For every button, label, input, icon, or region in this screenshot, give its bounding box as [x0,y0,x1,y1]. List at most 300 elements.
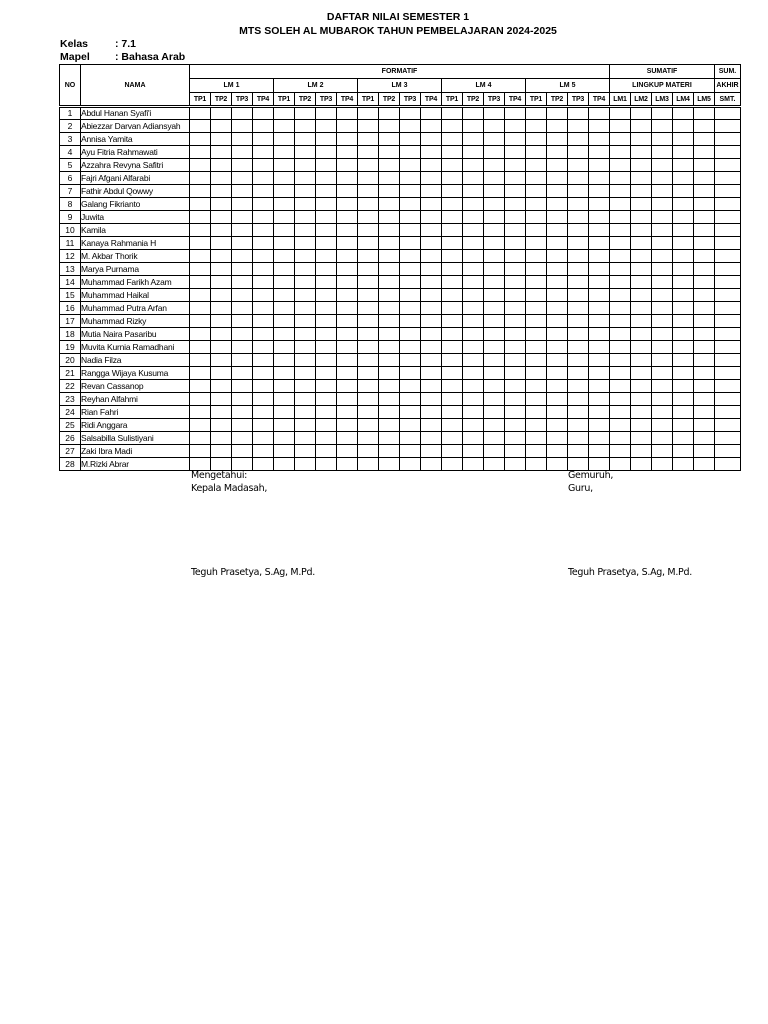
sig-left-line2: Kepala Madasah, [191,483,268,494]
grade-cell [400,406,421,419]
grade-cell [673,198,694,211]
grade-cell [211,406,232,419]
grade-cell [694,120,715,133]
grade-cell [673,185,694,198]
grade-cell [358,198,379,211]
grade-cell [589,341,610,354]
grade-cell [589,133,610,146]
grade-cell [526,341,547,354]
grade-cell [295,107,316,120]
grade-cell [715,432,741,445]
grade-cell [400,172,421,185]
grade-cell [295,380,316,393]
grade-cell [652,159,673,172]
grade-cell [673,380,694,393]
header-tp: TP2 [295,93,316,107]
grade-cell [316,107,337,120]
student-row [60,419,741,432]
grade-cell [631,198,652,211]
grade-cell [358,432,379,445]
grade-cell [442,263,463,276]
grade-cell [337,211,358,224]
student-row [60,289,741,302]
grade-cell [295,354,316,367]
grade-cell [547,380,568,393]
grade-cell [547,393,568,406]
grade-cell [400,328,421,341]
grade-cell [484,120,505,133]
grade-cell [211,250,232,263]
header-lm-sub: LM2 [631,93,652,107]
grade-cell [589,419,610,432]
grade-cell [589,328,610,341]
grade-cell [316,120,337,133]
student-no: 18 [60,328,81,341]
grade-cell [400,159,421,172]
grade-cell [232,172,253,185]
grade-cell [421,419,442,432]
grade-cell [631,445,652,458]
grade-cell [400,289,421,302]
grade-cell [316,419,337,432]
grade-cell [610,289,631,302]
student-row [60,185,741,198]
grade-cell [253,354,274,367]
grade-cell [568,172,589,185]
grade-cell [610,367,631,380]
grade-cell [232,289,253,302]
grade-cell [211,289,232,302]
header-nama: NAMA [81,65,190,107]
grade-cell [610,146,631,159]
grade-cell [190,289,211,302]
grade-cell [568,328,589,341]
grade-cell [652,237,673,250]
header-lm-group: LM 4 [442,79,526,93]
grade-cell [379,133,400,146]
student-name: Azzahra Revyna Safitri [81,159,190,172]
grade-cell [211,432,232,445]
grade-cell [631,315,652,328]
student-name: Fathir Abdul Qowwy [81,185,190,198]
grade-cell [547,224,568,237]
grade-cell [568,146,589,159]
grade-cell [190,133,211,146]
grade-cell [232,367,253,380]
grade-cell [463,211,484,224]
student-row [60,354,741,367]
grade-cell [589,185,610,198]
grade-cell [652,419,673,432]
grade-cell [232,120,253,133]
grade-cell [589,354,610,367]
grade-cell [316,159,337,172]
grade-cell [358,393,379,406]
grade-cell [589,458,610,471]
grade-cell [526,146,547,159]
grade-cell [295,458,316,471]
grade-cell [211,198,232,211]
grade-cell [547,419,568,432]
grade-cell [358,159,379,172]
grade-cell [379,211,400,224]
grade-cell [505,211,526,224]
student-no: 10 [60,224,81,237]
grade-cell [379,341,400,354]
grade-cell [631,380,652,393]
grade-cell [442,133,463,146]
grade-cell [673,146,694,159]
grade-cell [400,341,421,354]
grade-cell [337,263,358,276]
grade-cell [337,419,358,432]
grade-cell [421,458,442,471]
grade-cell [484,289,505,302]
grade-cell [484,432,505,445]
grade-cell [295,289,316,302]
grade-cell [463,276,484,289]
student-no: 22 [60,380,81,393]
grade-cell [253,380,274,393]
grade-cell [274,198,295,211]
grade-cell [337,276,358,289]
grade-cell [211,172,232,185]
grade-cell [694,185,715,198]
grade-cell [442,302,463,315]
grade-cell [547,458,568,471]
grade-cell [526,302,547,315]
grade-cell [631,367,652,380]
grade-cell [190,107,211,120]
grade-cell [358,445,379,458]
grade-cell [232,159,253,172]
grade-cell [442,458,463,471]
grade-cell [274,289,295,302]
grade-cell [190,302,211,315]
grade-cell [337,432,358,445]
grade-cell [316,198,337,211]
grade-cell [694,263,715,276]
grade-cell [631,354,652,367]
grade-cell [547,289,568,302]
grade-cell [253,419,274,432]
grade-cell [715,185,741,198]
grade-cell [190,406,211,419]
grade-cell [505,458,526,471]
grade-cell [400,458,421,471]
grade-cell [652,328,673,341]
grade-cell [568,419,589,432]
grade-cell [715,354,741,367]
grade-cell [421,263,442,276]
grade-cell [421,172,442,185]
grade-cell [211,276,232,289]
grade-cell [274,211,295,224]
grade-cell [232,315,253,328]
grade-cell [274,237,295,250]
grade-cell [295,198,316,211]
grade-cell [379,354,400,367]
grade-cell [484,146,505,159]
grade-cell [316,276,337,289]
grade-cell [211,237,232,250]
grade-cell [715,328,741,341]
grade-cell [190,315,211,328]
header-tp: TP1 [358,93,379,107]
grade-cell [211,315,232,328]
student-row [60,146,741,159]
grade-cell [673,432,694,445]
grade-cell [190,185,211,198]
grade-cell [442,224,463,237]
grade-cell [358,172,379,185]
grade-cell [190,458,211,471]
grade-cell [379,185,400,198]
grade-cell [589,250,610,263]
grade-cell [694,458,715,471]
grade-cell [358,458,379,471]
grade-cell [274,263,295,276]
grade-cell [274,393,295,406]
grade-cell [421,302,442,315]
student-row [60,107,741,120]
grade-cell [715,146,741,159]
grade-cell [421,250,442,263]
title-line-1: DAFTAR NILAI SEMESTER 1 [326,11,470,23]
grade-cell [190,341,211,354]
grade-cell [316,354,337,367]
grade-cell [358,185,379,198]
grade-cell [505,354,526,367]
grade-cell [379,263,400,276]
grade-cell [652,276,673,289]
grade-cell [253,445,274,458]
grade-cell [673,211,694,224]
grade-cell [526,367,547,380]
grade-cell [337,341,358,354]
grade-cell [421,146,442,159]
grade-cell [421,289,442,302]
grade-cell [253,185,274,198]
grade-cell [715,419,741,432]
student-name: Muvita Kurnia Ramadhani [81,341,190,354]
grade-cell [421,159,442,172]
grade-cell [253,328,274,341]
grade-cell [610,315,631,328]
student-row [60,445,741,458]
grade-cell [337,315,358,328]
grade-cell [568,367,589,380]
grade-cell [190,380,211,393]
header-row-1 [60,65,741,79]
grade-cell [463,120,484,133]
grade-cell [295,237,316,250]
student-name: Zaki Ibra Madi [81,445,190,458]
grade-cell [673,224,694,237]
grade-cell [652,120,673,133]
student-name: Ayu Fitria Rahmawati [81,146,190,159]
grade-cell [379,432,400,445]
grade-cell [358,133,379,146]
student-row [60,367,741,380]
grade-cell [421,211,442,224]
grade-cell [694,341,715,354]
grade-cell [295,133,316,146]
grade-cell [463,341,484,354]
grade-cell [589,393,610,406]
student-name: Nadia Filza [81,354,190,367]
kelas-value: : 7.1 [115,38,137,50]
grade-cell [358,120,379,133]
grade-cell [568,406,589,419]
grade-cell [190,146,211,159]
grade-cell [295,185,316,198]
grade-cell [463,146,484,159]
grade-cell [358,289,379,302]
grade-cell [211,120,232,133]
grade-cell [442,146,463,159]
grade-cell [316,393,337,406]
grade-cell [295,302,316,315]
grade-cell [610,432,631,445]
grade-cell [652,211,673,224]
grade-cell [274,458,295,471]
grade-cell [589,120,610,133]
grade-cell [568,159,589,172]
grade-cell [484,276,505,289]
grade-cell [715,172,741,185]
grade-cell [337,328,358,341]
grade-cell [484,172,505,185]
grade-cell [211,159,232,172]
grade-cell [463,107,484,120]
grade-cell [358,107,379,120]
header-lm-sub: LM3 [652,93,673,107]
grade-cell [190,172,211,185]
grade-cell [484,159,505,172]
grade-cell [673,458,694,471]
grade-cell [652,172,673,185]
student-name: Rangga Wijaya Kusuma [81,367,190,380]
grade-cell [337,354,358,367]
grade-cell [505,406,526,419]
student-no: 9 [60,211,81,224]
grade-cell [673,250,694,263]
grade-cell [358,250,379,263]
grade-cell [652,367,673,380]
grade-cell [463,315,484,328]
grade-cell [253,432,274,445]
grade-cell [274,159,295,172]
grade-cell [442,406,463,419]
grade-cell [337,133,358,146]
grade-cell [484,224,505,237]
grade-cell [715,198,741,211]
kelas-label: Kelas [60,38,89,50]
grade-cell [610,445,631,458]
grade-cell [400,120,421,133]
grade-cell [316,302,337,315]
grade-cell [652,432,673,445]
grade-cell [694,237,715,250]
grade-cell [232,250,253,263]
grade-cell [610,276,631,289]
grade-cell [715,341,741,354]
grade-cell [211,445,232,458]
mapel-label: Mapel [60,51,90,63]
grade-cell [316,380,337,393]
grade-cell [295,263,316,276]
grade-cell [589,237,610,250]
student-no: 13 [60,263,81,276]
grade-cell [526,315,547,328]
grade-cell [274,250,295,263]
student-name: Ridi Anggara [81,419,190,432]
grade-cell [442,159,463,172]
student-no: 14 [60,276,81,289]
grade-cell [631,276,652,289]
grade-cell [631,341,652,354]
grade-cell [442,380,463,393]
grade-cell [715,133,741,146]
grade-cell [442,354,463,367]
grade-cell [379,146,400,159]
grade-cell [421,133,442,146]
student-row [60,211,741,224]
grade-cell [673,315,694,328]
student-row [60,224,741,237]
grade-cell [400,198,421,211]
grade-cell [274,172,295,185]
grade-cell [358,367,379,380]
grade-cell [631,250,652,263]
grade-cell [400,237,421,250]
grade-cell [694,419,715,432]
grade-cell [694,315,715,328]
grade-cell [547,107,568,120]
grade-cell [295,172,316,185]
grade-cell [295,159,316,172]
grade-cell [610,328,631,341]
grade-cell [673,445,694,458]
grade-cell [547,341,568,354]
header-tp: TP1 [190,93,211,107]
student-row [60,458,741,471]
grade-cell [568,458,589,471]
grade-cell [673,133,694,146]
student-name: M.Rizki Abrar [81,458,190,471]
grade-cell [358,380,379,393]
grade-cell [253,406,274,419]
grade-cell [694,198,715,211]
student-name: Annisa Yamita [81,133,190,146]
header-tp: TP3 [316,93,337,107]
grade-cell [547,328,568,341]
grade-cell [253,133,274,146]
header-tp: TP2 [379,93,400,107]
grade-cell [253,250,274,263]
grade-cell [463,172,484,185]
header-lm-sub: LM4 [673,93,694,107]
grade-cell [337,406,358,419]
student-row [60,133,741,146]
grade-cell [232,302,253,315]
grade-cell [694,211,715,224]
grade-cell [316,146,337,159]
grade-cell [652,224,673,237]
grade-cell [211,211,232,224]
grade-cell [652,458,673,471]
